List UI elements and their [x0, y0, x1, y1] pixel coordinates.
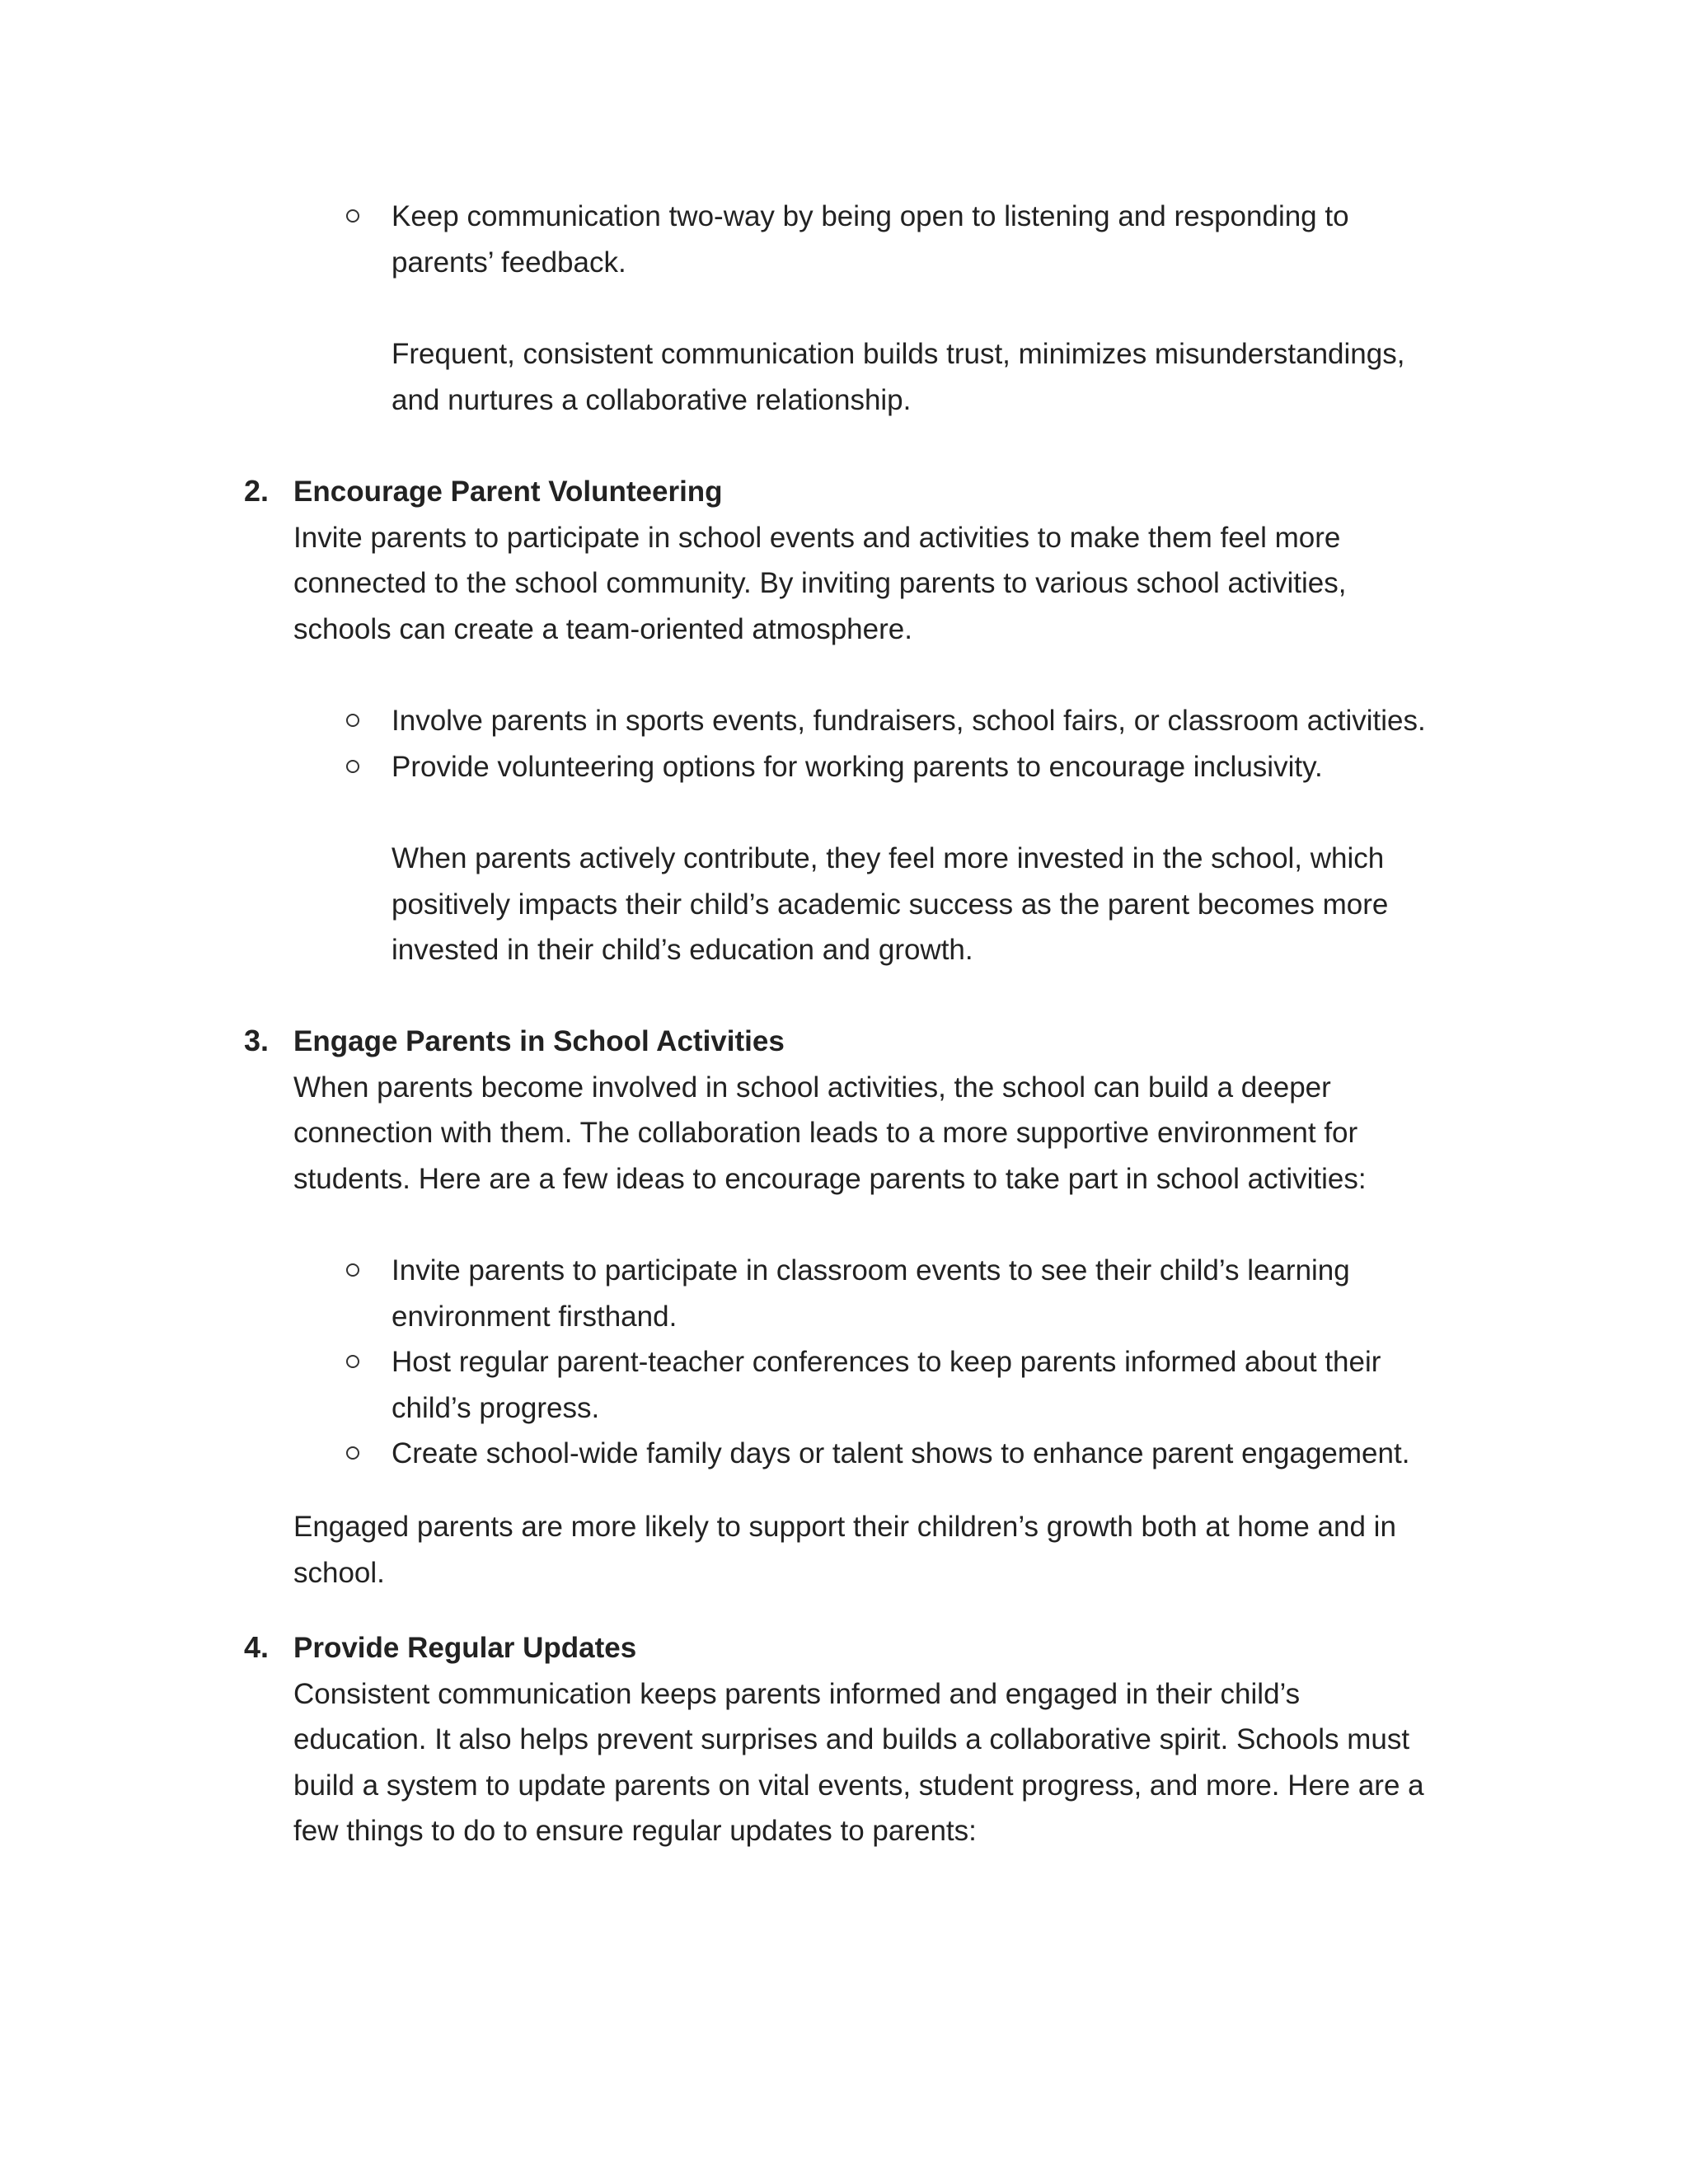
paragraph-line: schools can create a team-oriented atmosphere. — [293, 613, 912, 645]
paragraph-line: build a system to update parents on vital events, student progress, and more. Here are a — [293, 1769, 1424, 1802]
bullet-text: Host regular parent-teacher conferences to keep parents informed about their — [392, 1346, 1381, 1378]
bullet-text: Involve parents in sports events, fundraisers, school fairs, or classroom activities. — [392, 705, 1426, 737]
list-number: 3. — [244, 1024, 270, 1057]
paragraph-line: When parents become involved in school activities, the school can build a deeper — [293, 1071, 1331, 1104]
section-heading: Provide Regular Updates — [293, 1632, 637, 1664]
section-heading: Encourage Parent Volunteering — [293, 476, 723, 508]
paragraph-line: When parents actively contribute, they feel more invested in the school, which — [392, 842, 1385, 874]
paragraph-line: Frequent, consistent communication builds trust, minimizes misunderstandings, — [392, 338, 1405, 370]
paragraph-line: Invite parents to participate in school events and activities to make them feel more — [293, 522, 1341, 554]
hollow-bullet-icon — [346, 1355, 359, 1368]
bullet-text: Create school-wide family days or talent shows to enhance parent engagement. — [392, 1437, 1410, 1469]
bullet-text: child’s progress. — [392, 1392, 600, 1424]
paragraph-line: positively impacts their child’s academic success as the parent becomes more — [392, 888, 1389, 921]
bullet-text: Keep communication two-way by being open to listening and responding to — [392, 200, 1349, 232]
hollow-bullet-icon — [346, 209, 359, 223]
hollow-bullet-icon — [346, 1446, 359, 1460]
list-number: 4. — [244, 1630, 270, 1664]
paragraph-line: students. Here are a few ideas to encourage parents to take part in school activities: — [293, 1163, 1367, 1195]
paragraph-line: education. It also helps prevent surprises and builds a collaborative spirit. Schools must — [293, 1723, 1410, 1755]
paragraph-line: school. — [293, 1557, 385, 1589]
paragraph-line: invested in their child’s education and growth. — [392, 934, 973, 966]
paragraph-line: Consistent communication keeps parents informed and engaged in their child’s — [293, 1678, 1301, 1710]
paragraph-line: few things to do to ensure regular updates to parents: — [293, 1815, 977, 1847]
list-number: 2. — [244, 474, 270, 508]
paragraph-line: connection with them. The collaboration leads to a more supportive environment for — [293, 1117, 1358, 1149]
bullet-text: Invite parents to participate in classroom events to see their child’s learning — [392, 1254, 1350, 1286]
hollow-bullet-icon — [346, 1263, 359, 1277]
hollow-bullet-icon — [346, 760, 359, 773]
bullet-text: parents’ feedback. — [392, 246, 626, 279]
bullet-text: Provide volunteering options for working parents to encourage inclusivity. — [392, 751, 1323, 783]
paragraph-line: connected to the school community. By inviting parents to various school activities, — [293, 567, 1347, 599]
paragraph-line: Engaged parents are more likely to support their children’s growth both at home and in — [293, 1511, 1396, 1543]
section-heading: Engage Parents in School Activities — [293, 1025, 785, 1057]
paragraph-line: and nurtures a collaborative relationship. — [392, 384, 912, 416]
hollow-bullet-icon — [346, 714, 359, 727]
bullet-text: environment firsthand. — [392, 1301, 678, 1333]
